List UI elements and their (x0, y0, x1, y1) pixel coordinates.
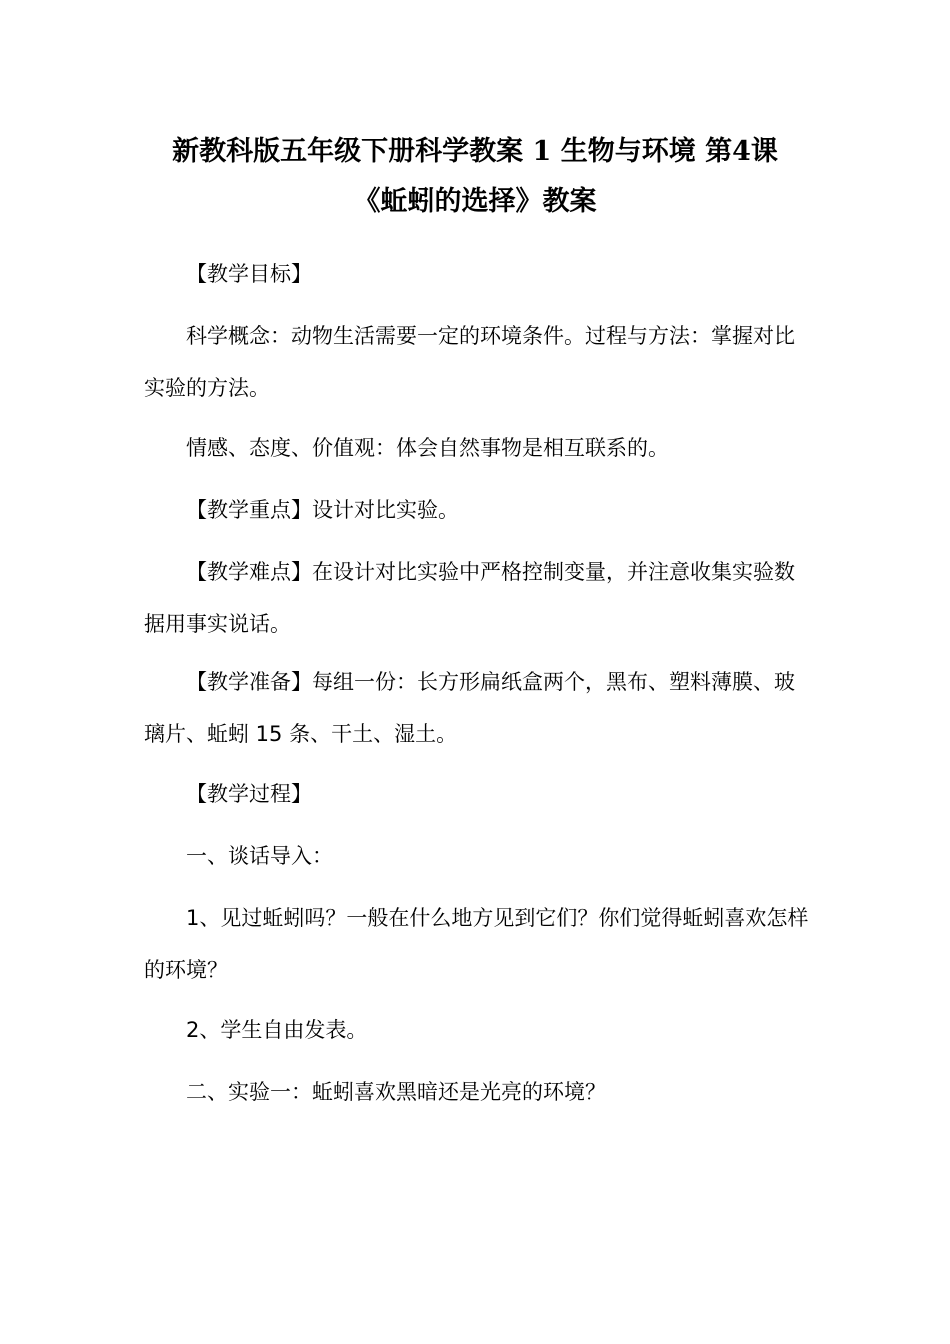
document-title-line-2: 《蚯蚓的选择》教案 (353, 186, 597, 217)
heading-teaching-process: 【教学过程】 (186, 782, 312, 806)
paragraph-question-one: 1、见过蚯蚓吗？一般在什么地方见到它们？你们觉得蚯蚓喜欢怎样的环境？ (144, 906, 809, 982)
paragraph-section-two: 二、实验一：蚯蚓喜欢黑暗还是光亮的环境？ (186, 1080, 606, 1104)
paragraph-teaching-preparation: 【教学准备】每组一份：长方形扁纸盒两个，黑布、塑料薄膜、玻璃片、蚯蚓 15 条、干土、湿土。 (144, 670, 795, 746)
paragraph-question-two: 2、学生自由发表。 (186, 1018, 368, 1042)
paragraph-teaching-difficulty: 【教学难点】在设计对比实验中严格控制变量，并注意收集实验数据用事实说话。 (144, 560, 795, 636)
paragraph-emotion-attitude-values: 情感、态度、价值观：体会自然事物是相互联系的。 (186, 436, 669, 460)
paragraph-section-one: 一、谈话导入： (186, 844, 333, 868)
heading-teaching-objectives: 【教学目标】 (186, 262, 312, 286)
paragraph-teaching-key-point: 【教学重点】设计对比实验。 (186, 498, 459, 522)
paragraph-science-concept: 科学概念：动物生活需要一定的环境条件。过程与方法：掌握对比实验的方法。 (144, 324, 795, 400)
document-title-line-1: 新教科版五年级下册科学教案 1 生物与环境 第4课 (172, 136, 778, 167)
